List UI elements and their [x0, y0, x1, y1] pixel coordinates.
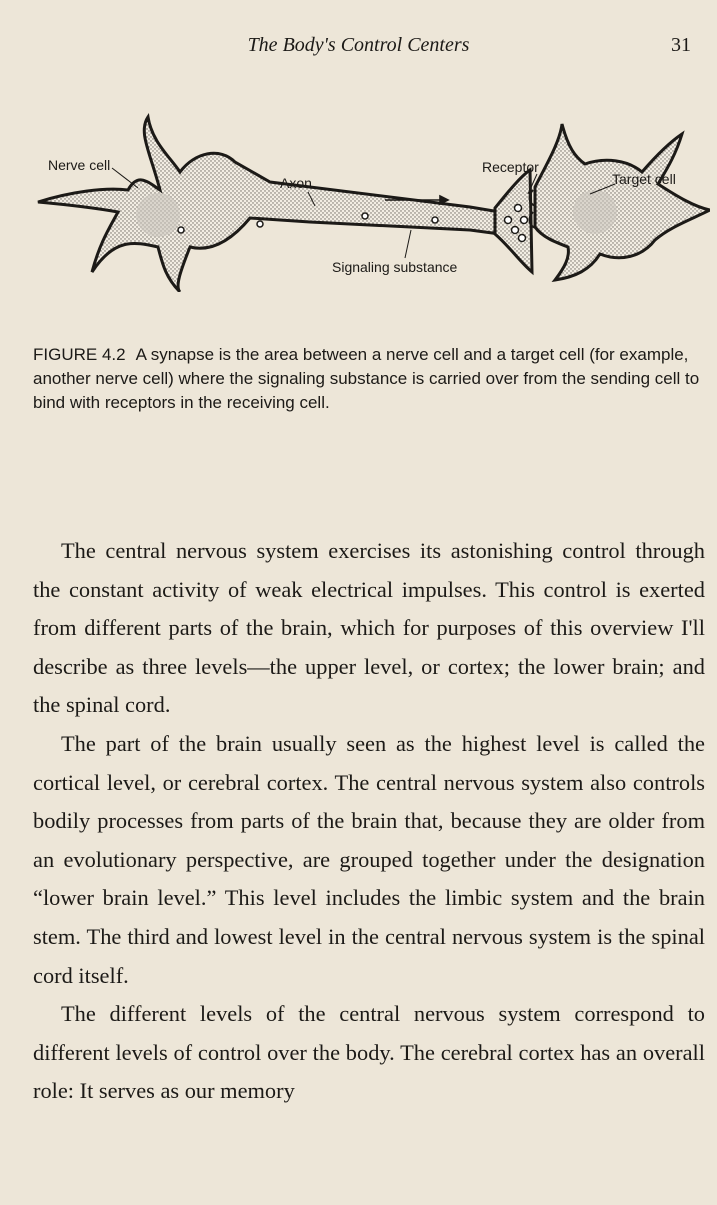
- synapse-figure: [30, 112, 710, 292]
- label-target-cell: Target cell: [612, 171, 676, 187]
- figure-caption-text: A synapse is the area between a nerve cell and a target cell (for example, another nerve cell) where the signaling substance is carried over from the sending cell to bind with receptors in the receiving cell.: [33, 345, 700, 412]
- figure-number: FIGURE 4.2: [33, 345, 126, 364]
- label-axon: Axon: [280, 175, 312, 191]
- running-header: The Body's Control Centers: [247, 34, 470, 56]
- label-receptor: Receptor: [482, 159, 539, 175]
- label-signaling-substance: Signaling substance: [332, 259, 458, 275]
- paragraph: The part of the brain usually seen as the highest level is called the cortical level, or cerebral cortex. The central nervous system also controls bodily processes from parts of the brain that, because they are older from an evolutionary perspective, are grouped together under the designation “lower brain level.” This level includes the limbic system and the brain stem. The third and lowest level in the central nervous system is the spinal cord itself.: [33, 730, 705, 988]
- body-text: [33, 532, 705, 1111]
- synapse-diagram: [30, 112, 710, 292]
- page-number: 31: [671, 34, 691, 56]
- paragraph: The different levels of the central nervous system correspond to different levels of control over the body. The cerebral cortex has an overall role: It serves as our memory: [33, 1001, 705, 1104]
- label-nerve-cell: Nerve cell: [48, 157, 111, 173]
- figure-caption: [33, 343, 705, 415]
- axon-terminal-shape: [495, 170, 532, 272]
- paragraph: The central nervous system exercises its astonishing control through the constant activity of weak electrical impulses. This control is exerted from different parts of the brain, which for purposes of this overview I'll describe as three levels—the upper level, or cortex; the lower brain; and the spinal cord.: [33, 538, 705, 718]
- target-cell-shape: [530, 124, 710, 280]
